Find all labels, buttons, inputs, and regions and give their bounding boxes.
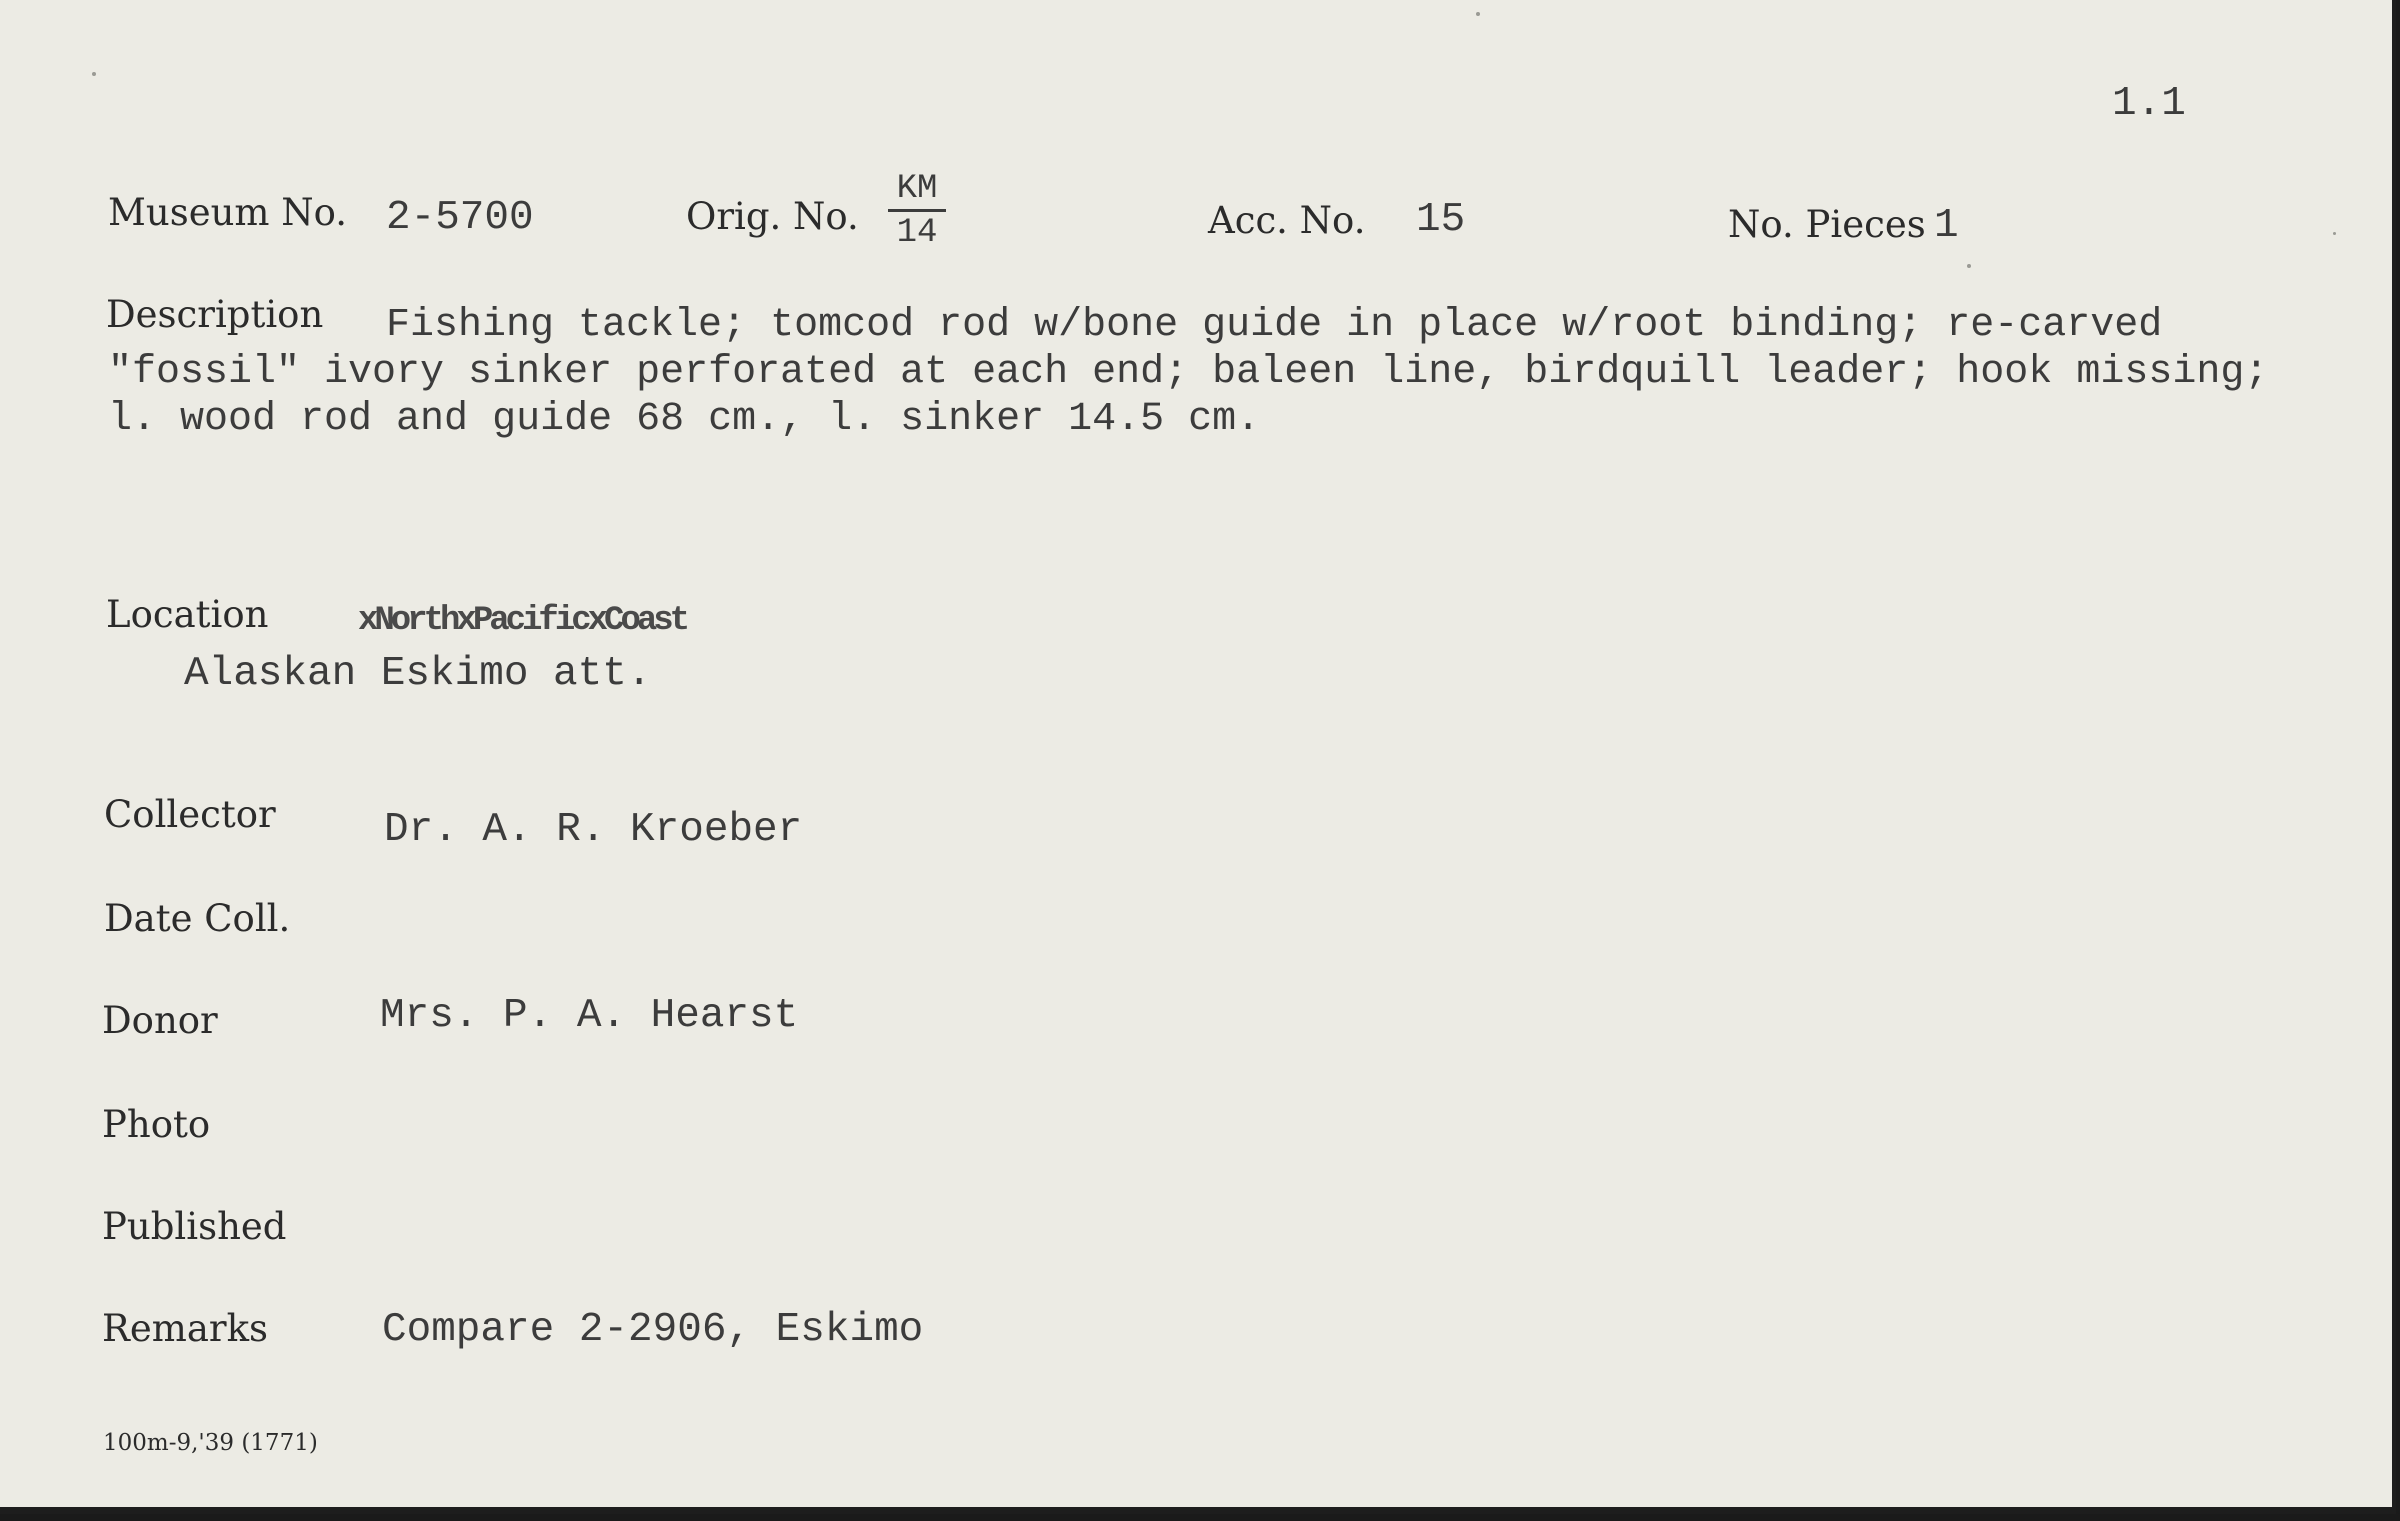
paper-speck [1967, 264, 1971, 268]
description-line: Fishing tackle; tomcod rod w/bone guide in place w/root binding; re-carved [386, 303, 2163, 348]
orig-no-denominator: 14 [896, 214, 938, 252]
description-text [108, 302, 2368, 443]
museum-no-value: 2-5700 [386, 195, 534, 241]
location-value: Alaskan Eskimo att. [184, 651, 652, 697]
donor-label: Donor [102, 999, 218, 1042]
location-label: Location [106, 593, 269, 636]
orig-no-label: Orig. No. [686, 195, 859, 238]
remarks-value: Compare 2-2906, Eskimo [382, 1307, 924, 1353]
photo-label: Photo [102, 1103, 211, 1146]
acc-no-label: Acc. No. [1208, 199, 1366, 242]
museum-no-label: Museum No. [108, 191, 348, 234]
footer-code: 100m-9,'39 (1771) [103, 1430, 318, 1456]
description-line: "fossil" ivory sinker perforated at each end; baleen line, birdquill leader; hook missing; [108, 350, 2269, 395]
orig-no-fraction [888, 172, 946, 250]
date-coll-label: Date Coll. [104, 897, 291, 940]
no-pieces-label: No. Pieces [1728, 203, 1926, 246]
description-label: Description [106, 293, 324, 336]
paper-speck [1476, 12, 1480, 16]
remarks-label: Remarks [102, 1307, 268, 1350]
acc-no-value: 15 [1416, 197, 1466, 243]
published-label: Published [102, 1205, 287, 1248]
corner-number: 1.1 [2112, 81, 2186, 127]
orig-no-numerator: KM [888, 172, 946, 212]
paper-speck [92, 72, 96, 76]
no-pieces-value: 1 [1934, 203, 1959, 249]
description-line: l. wood rod and guide 68 cm., l. sinker 14.5 cm. [108, 397, 1261, 442]
collector-value: Dr. A. R. Kroeber [384, 807, 803, 853]
donor-value: Mrs. P. A. Hearst [380, 993, 799, 1039]
paper-speck [2333, 232, 2336, 235]
collector-label: Collector [104, 793, 276, 836]
location-struck-text: xNorthxPacificxCoast [358, 602, 687, 640]
